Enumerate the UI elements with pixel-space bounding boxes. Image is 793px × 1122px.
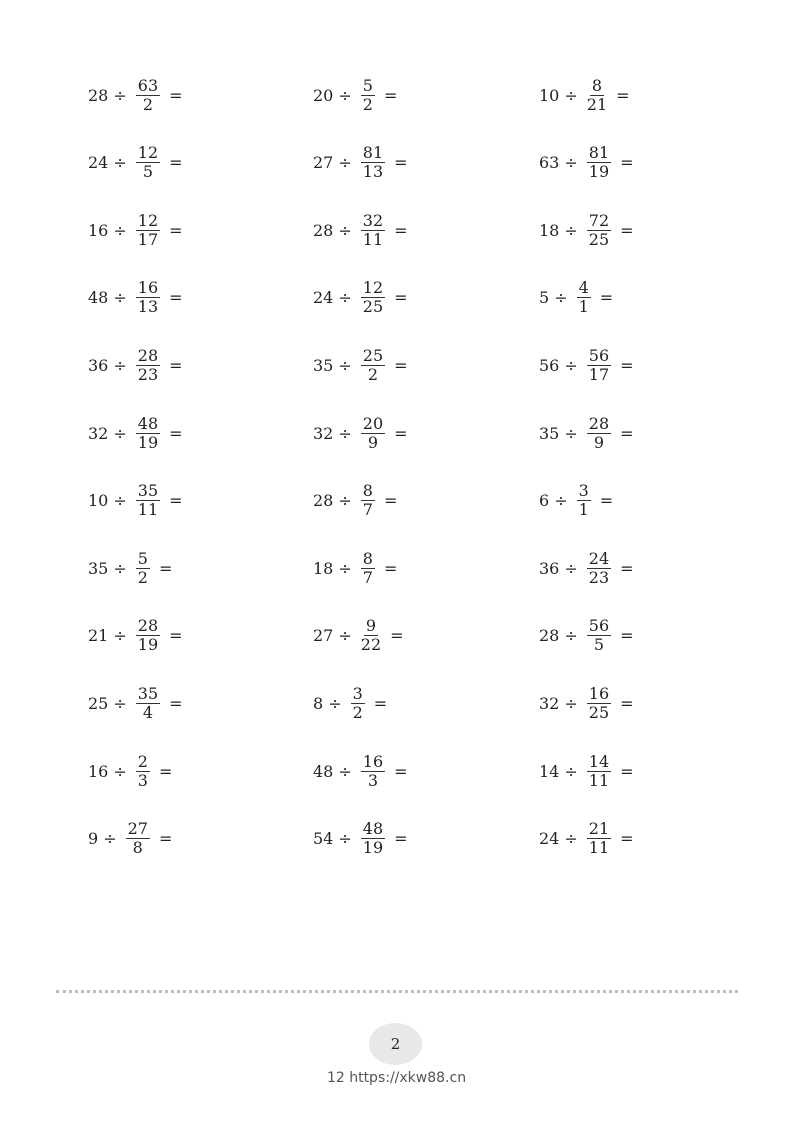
dividend: 24 bbox=[313, 288, 334, 308]
division-problem bbox=[313, 548, 402, 588]
divide-sign: ÷ bbox=[564, 153, 578, 173]
fraction bbox=[351, 685, 365, 722]
equals-sign: = bbox=[616, 85, 630, 105]
dividend: 8 bbox=[313, 693, 324, 713]
dividend: 10 bbox=[539, 85, 560, 105]
fraction bbox=[361, 347, 385, 384]
numerator: 21 bbox=[588, 819, 610, 839]
denominator: 3 bbox=[367, 770, 379, 790]
denominator: 1 bbox=[578, 500, 589, 520]
numerator: 3 bbox=[352, 683, 363, 703]
denominator: 5 bbox=[142, 162, 154, 182]
divide-sign: ÷ bbox=[554, 491, 568, 511]
dividend: 48 bbox=[88, 288, 109, 308]
numerator: 8 bbox=[591, 75, 603, 95]
denominator: 19 bbox=[362, 838, 384, 858]
divide-sign: ÷ bbox=[564, 626, 578, 646]
equals-sign: = bbox=[394, 220, 408, 240]
division-problem bbox=[539, 819, 639, 859]
dividend: 63 bbox=[539, 153, 560, 173]
equals-sign: = bbox=[169, 85, 183, 105]
dividend: 18 bbox=[313, 558, 334, 578]
numerator: 16 bbox=[137, 278, 159, 298]
fraction bbox=[361, 212, 385, 249]
dividend: 27 bbox=[313, 153, 334, 173]
division-problem bbox=[88, 143, 188, 183]
division-problem bbox=[539, 616, 639, 656]
dividend: 14 bbox=[539, 761, 560, 781]
dividend: 54 bbox=[313, 829, 334, 849]
divide-sign: ÷ bbox=[113, 220, 127, 240]
equals-sign: = bbox=[620, 693, 634, 713]
fraction bbox=[361, 415, 385, 452]
dividend: 10 bbox=[88, 491, 109, 511]
divide-sign: ÷ bbox=[564, 85, 578, 105]
equals-sign: = bbox=[158, 558, 173, 578]
equals-sign: = bbox=[158, 761, 173, 781]
dividend: 9 bbox=[88, 829, 99, 849]
numerator: 12 bbox=[137, 210, 159, 230]
dividend: 35 bbox=[539, 423, 560, 443]
dividend: 36 bbox=[539, 558, 560, 578]
divide-sign: ÷ bbox=[103, 829, 117, 849]
division-problem bbox=[313, 683, 392, 723]
fraction bbox=[361, 482, 375, 519]
equals-sign: = bbox=[169, 288, 183, 308]
equals-sign: = bbox=[620, 829, 634, 849]
divide-sign: ÷ bbox=[338, 153, 352, 173]
page-number: 2 bbox=[390, 1035, 401, 1053]
division-problem bbox=[88, 278, 188, 318]
division-problem bbox=[313, 143, 413, 183]
equals-sign: = bbox=[169, 153, 183, 173]
divide-sign: ÷ bbox=[338, 491, 352, 511]
equals-sign: = bbox=[620, 626, 634, 646]
denominator: 2 bbox=[362, 94, 373, 114]
division-problem bbox=[539, 210, 639, 250]
dividend: 28 bbox=[313, 220, 334, 240]
divide-sign: ÷ bbox=[554, 288, 568, 308]
divide-sign: ÷ bbox=[564, 220, 578, 240]
denominator: 9 bbox=[593, 432, 605, 452]
equals-sign: = bbox=[394, 829, 408, 849]
denominator: 13 bbox=[362, 162, 384, 182]
divide-sign: ÷ bbox=[338, 761, 352, 781]
denominator: 21 bbox=[586, 94, 608, 114]
denominator: 23 bbox=[588, 567, 610, 587]
dividend: 18 bbox=[539, 220, 560, 240]
denominator: 5 bbox=[593, 635, 605, 655]
dividend: 32 bbox=[313, 423, 334, 443]
divide-sign: ÷ bbox=[564, 761, 578, 781]
division-problem bbox=[539, 751, 639, 791]
equals-sign: = bbox=[169, 423, 183, 443]
dividend: 16 bbox=[88, 220, 109, 240]
fraction bbox=[136, 77, 160, 114]
fraction bbox=[136, 212, 160, 249]
fraction bbox=[361, 144, 385, 181]
equals-sign: = bbox=[620, 355, 634, 375]
numerator: 25 bbox=[362, 345, 384, 365]
equals-sign: = bbox=[599, 491, 614, 511]
denominator: 23 bbox=[137, 364, 159, 384]
denominator: 2 bbox=[352, 702, 363, 722]
equals-sign: = bbox=[169, 220, 183, 240]
numerator: 12 bbox=[137, 143, 159, 163]
fraction bbox=[136, 482, 160, 519]
equals-sign: = bbox=[394, 355, 408, 375]
numerator: 35 bbox=[137, 481, 159, 501]
divide-sign: ÷ bbox=[328, 693, 342, 713]
dividend: 28 bbox=[88, 85, 109, 105]
denominator: 3 bbox=[137, 770, 148, 790]
denominator: 8 bbox=[132, 838, 143, 858]
fraction bbox=[587, 415, 611, 452]
division-problem bbox=[313, 278, 413, 318]
fraction bbox=[136, 415, 160, 452]
fraction bbox=[577, 482, 591, 519]
divide-sign: ÷ bbox=[113, 355, 127, 375]
numerator: 27 bbox=[127, 819, 148, 839]
dividend: 32 bbox=[88, 423, 109, 443]
divide-sign: ÷ bbox=[113, 693, 127, 713]
equals-sign: = bbox=[394, 761, 408, 781]
equals-sign: = bbox=[373, 693, 388, 713]
divide-sign: ÷ bbox=[338, 626, 352, 646]
fraction bbox=[587, 347, 611, 384]
fraction bbox=[361, 77, 375, 114]
numerator: 56 bbox=[588, 616, 610, 636]
denominator: 25 bbox=[588, 229, 610, 249]
numerator: 48 bbox=[137, 413, 159, 433]
dividend: 28 bbox=[313, 491, 334, 511]
fraction bbox=[361, 753, 385, 790]
numerator: 9 bbox=[365, 616, 377, 636]
numerator: 5 bbox=[362, 75, 373, 95]
divide-sign: ÷ bbox=[113, 626, 127, 646]
division-problem bbox=[539, 278, 618, 318]
equals-sign: = bbox=[383, 491, 398, 511]
numerator: 4 bbox=[578, 278, 589, 298]
equals-sign: = bbox=[158, 829, 173, 849]
fraction bbox=[587, 753, 611, 790]
numerator: 5 bbox=[137, 548, 148, 568]
equals-sign: = bbox=[620, 220, 634, 240]
denominator: 9 bbox=[367, 432, 379, 452]
fraction bbox=[587, 550, 611, 587]
dividend: 36 bbox=[88, 355, 109, 375]
numerator: 8 bbox=[362, 481, 373, 501]
denominator: 11 bbox=[362, 229, 384, 249]
numerator: 14 bbox=[588, 751, 610, 771]
division-problem bbox=[539, 143, 639, 183]
division-problem bbox=[313, 210, 413, 250]
dividend: 28 bbox=[539, 626, 560, 646]
division-problem bbox=[539, 413, 639, 453]
equals-sign: = bbox=[620, 153, 634, 173]
division-problem bbox=[313, 819, 413, 859]
equals-sign: = bbox=[394, 423, 408, 443]
division-problem bbox=[88, 751, 177, 791]
denominator: 17 bbox=[588, 364, 610, 384]
footer-url: 12 https://xkw88.cn bbox=[326, 1070, 467, 1086]
numerator: 81 bbox=[588, 143, 610, 163]
division-problem bbox=[88, 75, 188, 115]
denominator: 11 bbox=[588, 770, 610, 790]
fraction bbox=[136, 753, 150, 790]
page-number-badge bbox=[369, 1023, 422, 1065]
divide-sign: ÷ bbox=[113, 491, 127, 511]
equals-sign: = bbox=[620, 558, 634, 578]
dividend: 21 bbox=[88, 626, 109, 646]
dividend: 25 bbox=[88, 693, 109, 713]
dividend: 48 bbox=[313, 761, 334, 781]
divide-sign: ÷ bbox=[113, 153, 127, 173]
denominator: 2 bbox=[137, 567, 148, 587]
division-problem bbox=[539, 481, 618, 521]
numerator: 81 bbox=[362, 143, 384, 163]
divide-sign: ÷ bbox=[564, 693, 578, 713]
denominator: 1 bbox=[578, 297, 589, 317]
division-problem bbox=[313, 751, 413, 791]
numerator: 24 bbox=[588, 548, 610, 568]
denominator: 7 bbox=[362, 500, 373, 520]
equals-sign: = bbox=[383, 85, 398, 105]
numerator: 8 bbox=[362, 548, 373, 568]
division-problem bbox=[313, 413, 413, 453]
fraction bbox=[136, 279, 160, 316]
dividend: 32 bbox=[539, 693, 560, 713]
denominator: 19 bbox=[588, 162, 610, 182]
numerator: 48 bbox=[362, 819, 384, 839]
dividend: 6 bbox=[539, 491, 550, 511]
numerator: 16 bbox=[362, 751, 384, 771]
dividend: 20 bbox=[313, 85, 334, 105]
numerator: 32 bbox=[362, 210, 384, 230]
divide-sign: ÷ bbox=[113, 761, 127, 781]
fraction bbox=[361, 279, 385, 316]
denominator: 7 bbox=[362, 567, 373, 587]
equals-sign: = bbox=[394, 153, 408, 173]
divide-sign: ÷ bbox=[113, 288, 127, 308]
denominator: 2 bbox=[367, 364, 379, 384]
division-problem bbox=[88, 548, 177, 588]
fraction bbox=[361, 617, 381, 654]
divide-sign: ÷ bbox=[113, 558, 127, 578]
divide-sign: ÷ bbox=[338, 558, 352, 578]
denominator: 19 bbox=[137, 432, 159, 452]
division-problem bbox=[88, 413, 188, 453]
numerator: 28 bbox=[588, 413, 610, 433]
denominator: 19 bbox=[137, 635, 159, 655]
denominator: 2 bbox=[142, 94, 154, 114]
denominator: 17 bbox=[137, 229, 159, 249]
fraction bbox=[136, 144, 160, 181]
divide-sign: ÷ bbox=[338, 85, 352, 105]
division-problem bbox=[88, 616, 188, 656]
numerator: 3 bbox=[578, 481, 589, 501]
dividend: 56 bbox=[539, 355, 560, 375]
equals-sign: = bbox=[394, 288, 408, 308]
denominator: 11 bbox=[588, 838, 610, 858]
division-problem bbox=[88, 481, 188, 521]
dividend: 16 bbox=[88, 761, 109, 781]
fraction bbox=[361, 820, 385, 857]
equals-sign: = bbox=[169, 491, 183, 511]
division-problem bbox=[539, 548, 639, 588]
divide-sign: ÷ bbox=[564, 829, 578, 849]
division-problem bbox=[88, 683, 188, 723]
denominator: 11 bbox=[137, 500, 159, 520]
dividend: 24 bbox=[88, 153, 109, 173]
numerator: 12 bbox=[362, 278, 384, 298]
numerator: 28 bbox=[137, 616, 159, 636]
division-problem bbox=[313, 345, 413, 385]
fraction bbox=[587, 144, 611, 181]
fraction bbox=[136, 617, 160, 654]
numerator: 2 bbox=[137, 751, 148, 771]
division-problem bbox=[88, 345, 188, 385]
denominator: 25 bbox=[588, 702, 610, 722]
division-problem bbox=[539, 75, 635, 115]
equals-sign: = bbox=[169, 693, 183, 713]
equals-sign: = bbox=[599, 288, 614, 308]
equals-sign: = bbox=[169, 626, 183, 646]
dividend: 5 bbox=[539, 288, 550, 308]
division-problem bbox=[313, 616, 409, 656]
equals-sign: = bbox=[620, 423, 634, 443]
numerator: 16 bbox=[588, 683, 610, 703]
numerator: 28 bbox=[137, 345, 159, 365]
fraction bbox=[587, 77, 607, 114]
numerator: 35 bbox=[137, 683, 159, 703]
divide-sign: ÷ bbox=[338, 355, 352, 375]
fraction bbox=[136, 685, 160, 722]
equals-sign: = bbox=[169, 355, 183, 375]
division-problem bbox=[539, 683, 639, 723]
divide-sign: ÷ bbox=[338, 423, 352, 443]
division-problem bbox=[88, 210, 188, 250]
equals-sign: = bbox=[620, 761, 634, 781]
dotted-divider bbox=[56, 990, 738, 993]
fraction bbox=[136, 550, 150, 587]
divide-sign: ÷ bbox=[113, 423, 127, 443]
equals-sign: = bbox=[390, 626, 404, 646]
denominator: 25 bbox=[362, 297, 384, 317]
divide-sign: ÷ bbox=[564, 558, 578, 578]
numerator: 20 bbox=[362, 413, 384, 433]
dividend: 27 bbox=[313, 626, 334, 646]
dividend: 35 bbox=[313, 355, 334, 375]
division-problem bbox=[539, 345, 639, 385]
fraction bbox=[587, 685, 611, 722]
fraction bbox=[587, 212, 611, 249]
equals-sign: = bbox=[383, 558, 398, 578]
divide-sign: ÷ bbox=[338, 220, 352, 240]
numerator: 56 bbox=[588, 345, 610, 365]
fraction bbox=[587, 820, 611, 857]
numerator: 63 bbox=[137, 75, 159, 95]
division-problem bbox=[88, 819, 177, 859]
divide-sign: ÷ bbox=[338, 829, 352, 849]
divide-sign: ÷ bbox=[564, 423, 578, 443]
dividend: 35 bbox=[88, 558, 109, 578]
denominator: 13 bbox=[137, 297, 159, 317]
fraction bbox=[136, 347, 160, 384]
denominator: 4 bbox=[142, 702, 154, 722]
division-problem bbox=[313, 481, 402, 521]
divide-sign: ÷ bbox=[338, 288, 352, 308]
division-problem bbox=[313, 75, 402, 115]
divide-sign: ÷ bbox=[564, 355, 578, 375]
dividend: 24 bbox=[539, 829, 560, 849]
fraction bbox=[587, 617, 611, 654]
fraction bbox=[577, 279, 591, 316]
fraction bbox=[126, 820, 150, 857]
denominator: 22 bbox=[360, 635, 382, 655]
divide-sign: ÷ bbox=[113, 85, 127, 105]
fraction bbox=[361, 550, 375, 587]
numerator: 72 bbox=[588, 210, 610, 230]
